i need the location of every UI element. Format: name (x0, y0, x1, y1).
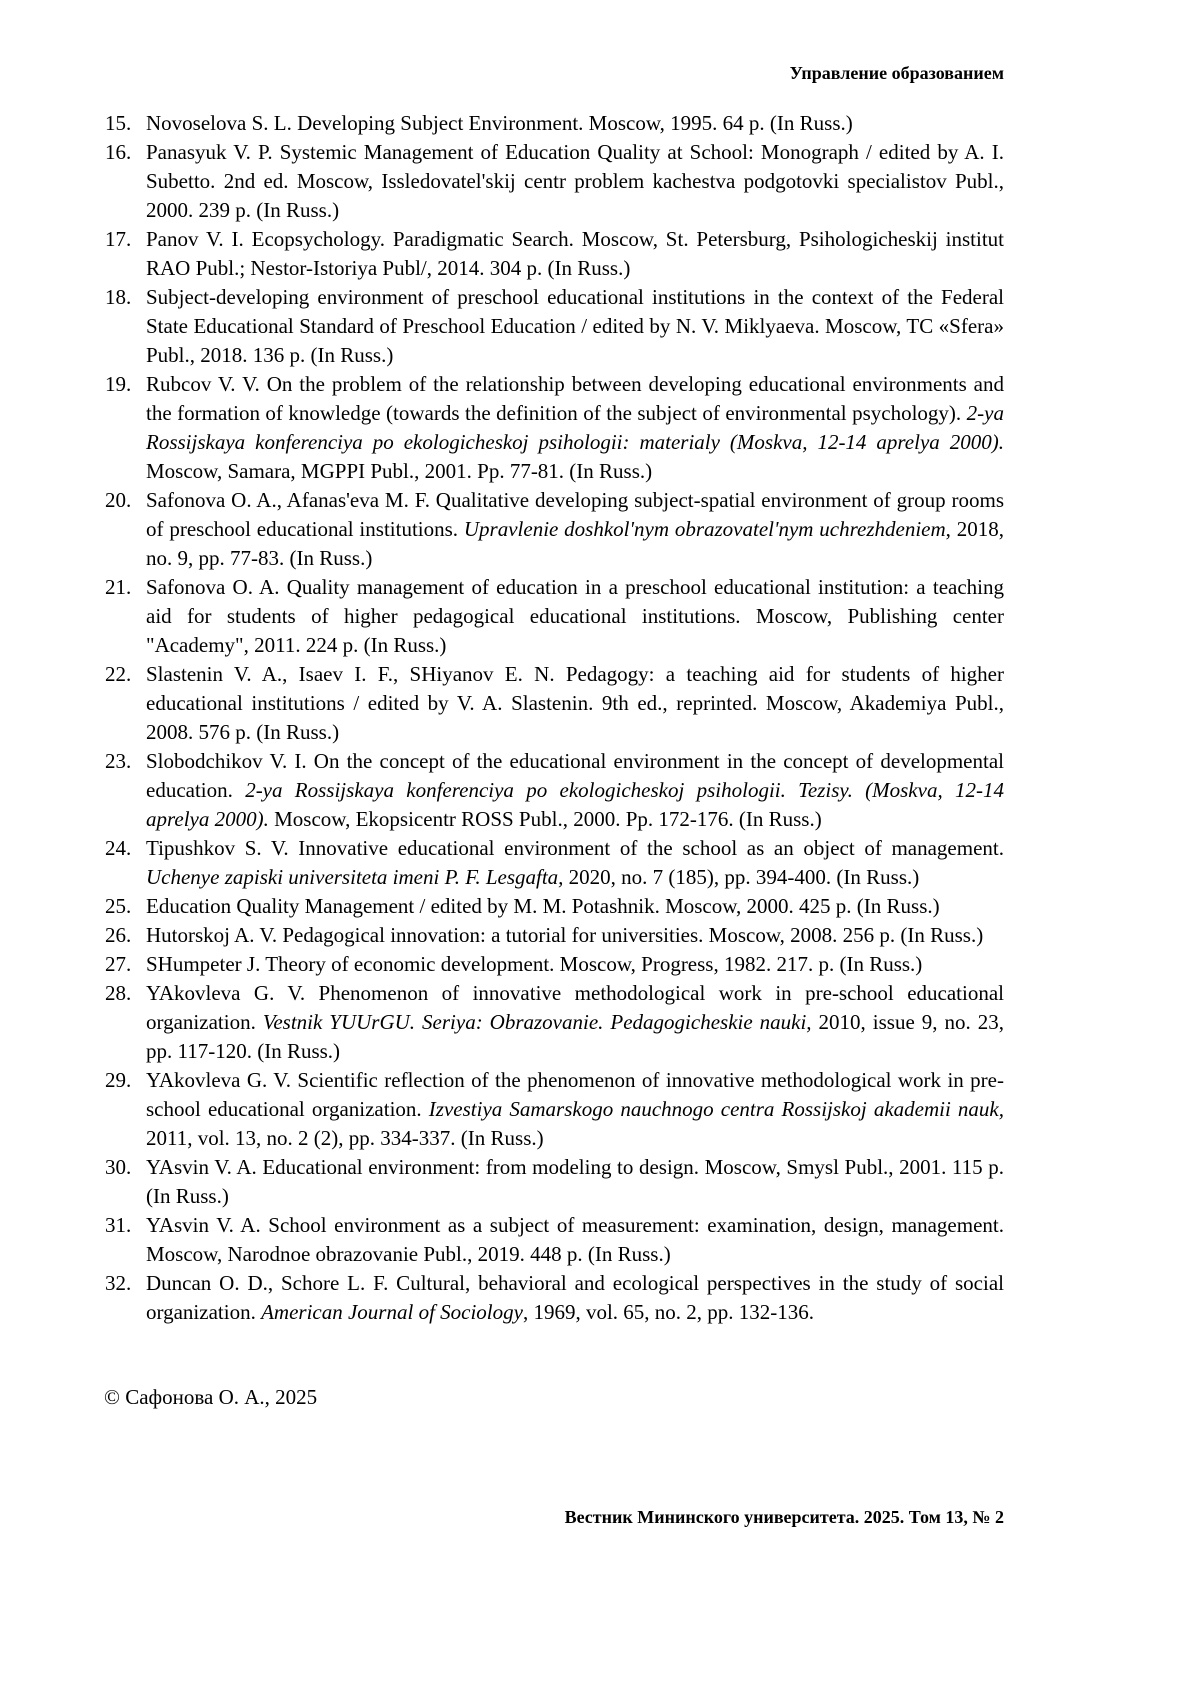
reference-text: Duncan O. D., Schore L. F. Cultural, behavioral and ecological perspectives in the study of social organization. (146, 1271, 1004, 1324)
reference-text: Novoselova S. L. Developing Subject Environment. Moscow, 1995. 64 p. (In Russ.) (146, 111, 853, 135)
reference-number: 15. (105, 111, 132, 135)
reference-source-title: Vestnik YUUrGU. Seriya: Obrazovanie. Pedagogicheskie nauki, (262, 1010, 812, 1034)
journal-footer: Вестник Мининского университета. 2025. Том 13, № 2 (564, 1507, 1004, 1527)
reference-item (104, 1211, 1004, 1269)
reference-number: 29. (105, 1068, 132, 1092)
running-header: Управление образованием (789, 63, 1004, 83)
reference-item (104, 747, 1004, 834)
reference-number: 20. (105, 488, 132, 512)
reference-number: 28. (105, 981, 132, 1005)
reference-text: YAkovleva G. V. Scientific reflection of the phenomenon of innovative methodological work in pre-school educational organization. (146, 1068, 1004, 1121)
reference-number: 26. (105, 923, 132, 947)
reference-item (104, 660, 1004, 747)
reference-item (104, 370, 1004, 486)
reference-item (104, 138, 1004, 225)
reference-text: Panov V. I. Ecopsychology. Paradigmatic Search. Moscow, St. Petersburg, Psihologicheskij institut RAO Publ.; Nestor-Istoriya Publ/, 2014. 304 p. (In Russ.) (146, 227, 1004, 280)
reference-text: Safonova O. A. Quality management of education in a preschool educational institution: a teaching aid for students of higher pedagogical educational institutions. Moscow, Publishing center "Academy", 2011. 224 p. (In Russ.) (146, 575, 1004, 657)
reference-item (104, 225, 1004, 283)
reference-item (104, 1066, 1004, 1153)
reference-source-title: American Journal of Sociology (261, 1300, 523, 1324)
reference-text: YAsvin V. A. School environment as a subject of measurement: examination, design, management. Moscow, Narodnoe obrazovanie Publ., 2019. 448 p. (In Russ.) (146, 1213, 1004, 1266)
reference-number: 23. (105, 749, 132, 773)
reference-number: 17. (105, 227, 132, 251)
reference-text: Slobodchikov V. I. On the concept of the educational environment in the concept of developmental education. (146, 749, 1004, 802)
reference-number: 22. (105, 662, 132, 686)
reference-item (104, 283, 1004, 370)
reference-number: 19. (105, 372, 132, 396)
reference-number: 21. (105, 575, 132, 599)
reference-source-title: 2-ya Rossijskaya konferenciya po ekologicheskoj psihologii. Tezisy. (Moskva, 12-14 aprelya 2000). (146, 778, 1004, 831)
reference-text: Moscow, Ekopsicentr ROSS Publ., 2000. Pp. 172-176. (In Russ.) (268, 807, 822, 831)
reference-item (104, 921, 1004, 950)
references-list (104, 109, 1004, 1327)
reference-item (104, 979, 1004, 1066)
reference-text: , 2018, no. 9, pp. 77-83. (In Russ.) (146, 517, 1004, 570)
copyright-line: © Сафонова О. А., 2025 (104, 1385, 318, 1409)
reference-item (104, 1269, 1004, 1327)
reference-number: 25. (105, 894, 132, 918)
reference-number: 27. (105, 952, 132, 976)
reference-text: YAsvin V. A. Educational environment: from modeling to design. Moscow, Smysl Publ., 2001. 115 p. (In Russ.) (146, 1155, 1004, 1208)
reference-text: Subject-developing environment of preschool educational institutions in the context of the Federal State Educational Standard of Preschool Education / edited by N. V. Miklyaeva. Moscow, TC «Sfera» Publ., 2018. 136 p. (In Russ.) (146, 285, 1004, 367)
reference-item (104, 109, 1004, 138)
reference-number: 32. (105, 1271, 132, 1295)
reference-text: 2010, issue 9, no. 23, pp. 117-120. (In Russ.) (146, 1010, 1004, 1063)
reference-source-title: Izvestiya Samarskogo nauchnogo centra Rossijskoj akademii nauk, (428, 1097, 1004, 1121)
reference-item (104, 573, 1004, 660)
reference-number: 30. (105, 1155, 132, 1179)
reference-number: 31. (105, 1213, 132, 1237)
reference-number: 24. (105, 836, 132, 860)
reference-text: Slastenin V. A., Isaev I. F., SHiyanov E. N. Pedagogy: a teaching aid for students of higher educational institutions / edited by V. A. Slastenin. 9th ed., reprinted. Moscow, Akademiya Publ., 2008. 576 p. (In Russ.) (146, 662, 1004, 744)
reference-text: 2011, vol. 13, no. 2 (2), pp. 334-337. (In Russ.) (146, 1126, 544, 1150)
reference-text: Education Quality Management / edited by M. M. Potashnik. Moscow, 2000. 425 p. (In Russ.) (146, 894, 940, 918)
reference-text: 2020, no. 7 (185), pp. 394-400. (In Russ.) (563, 865, 920, 889)
reference-text: , 1969, vol. 65, no. 2, pp. 132-136. (522, 1300, 815, 1324)
reference-item (104, 950, 1004, 979)
reference-item (104, 486, 1004, 573)
reference-number: 16. (105, 140, 132, 164)
reference-source-title: Uchenye zapiski universiteta imeni P. F. Lesgafta, (146, 865, 564, 889)
reference-text: Safonova O. A., Afanas'eva M. F. Qualitative developing subject-spatial environment of group rooms of preschool educational institutions. (146, 488, 1004, 541)
reference-text: YAkovleva G. V. Phenomenon of innovative methodological work in pre-school educational organization. (146, 981, 1004, 1034)
reference-text: Rubcov V. V. On the problem of the relationship between developing educational environments and the formation of knowledge (towards the definition of the subject of environmental psychology). (146, 372, 1004, 425)
reference-source-title: Upravlenie doshkol'nym obrazovatel'nym uchrezhdeniem (463, 517, 946, 541)
reference-text: Hutorskoj A. V. Pedagogical innovation: a tutorial for universities. Moscow, 2008. 256 p. (In Russ.) (146, 923, 984, 947)
reference-text: Tipushkov S. V. Innovative educational environment of the school as an object of management. (146, 836, 1004, 860)
reference-item (104, 892, 1004, 921)
reference-item (104, 1153, 1004, 1211)
reference-text: SHumpeter J. Theory of economic development. Moscow, Progress, 1982. 217. p. (In Russ.) (146, 952, 923, 976)
reference-text: Moscow, Samara, MGPPI Publ., 2001. Pp. 77-81. (In Russ.) (146, 459, 653, 483)
reference-item (104, 834, 1004, 892)
reference-number: 18. (105, 285, 132, 309)
reference-text: Panasyuk V. P. Systemic Management of Education Quality at School: Monograph / edited by A. I. Subetto. 2nd ed. Moscow, Issledovatel'skij centr problem kachestva podgotovki specialistov Publ., 2000. 239 p. (In Russ.) (146, 140, 1004, 222)
reference-source-title: 2-ya Rossijskaya konferenciya po ekologicheskoj psihologii: materialy (Moskva, 12-14 aprelya 2000). (146, 401, 1004, 454)
